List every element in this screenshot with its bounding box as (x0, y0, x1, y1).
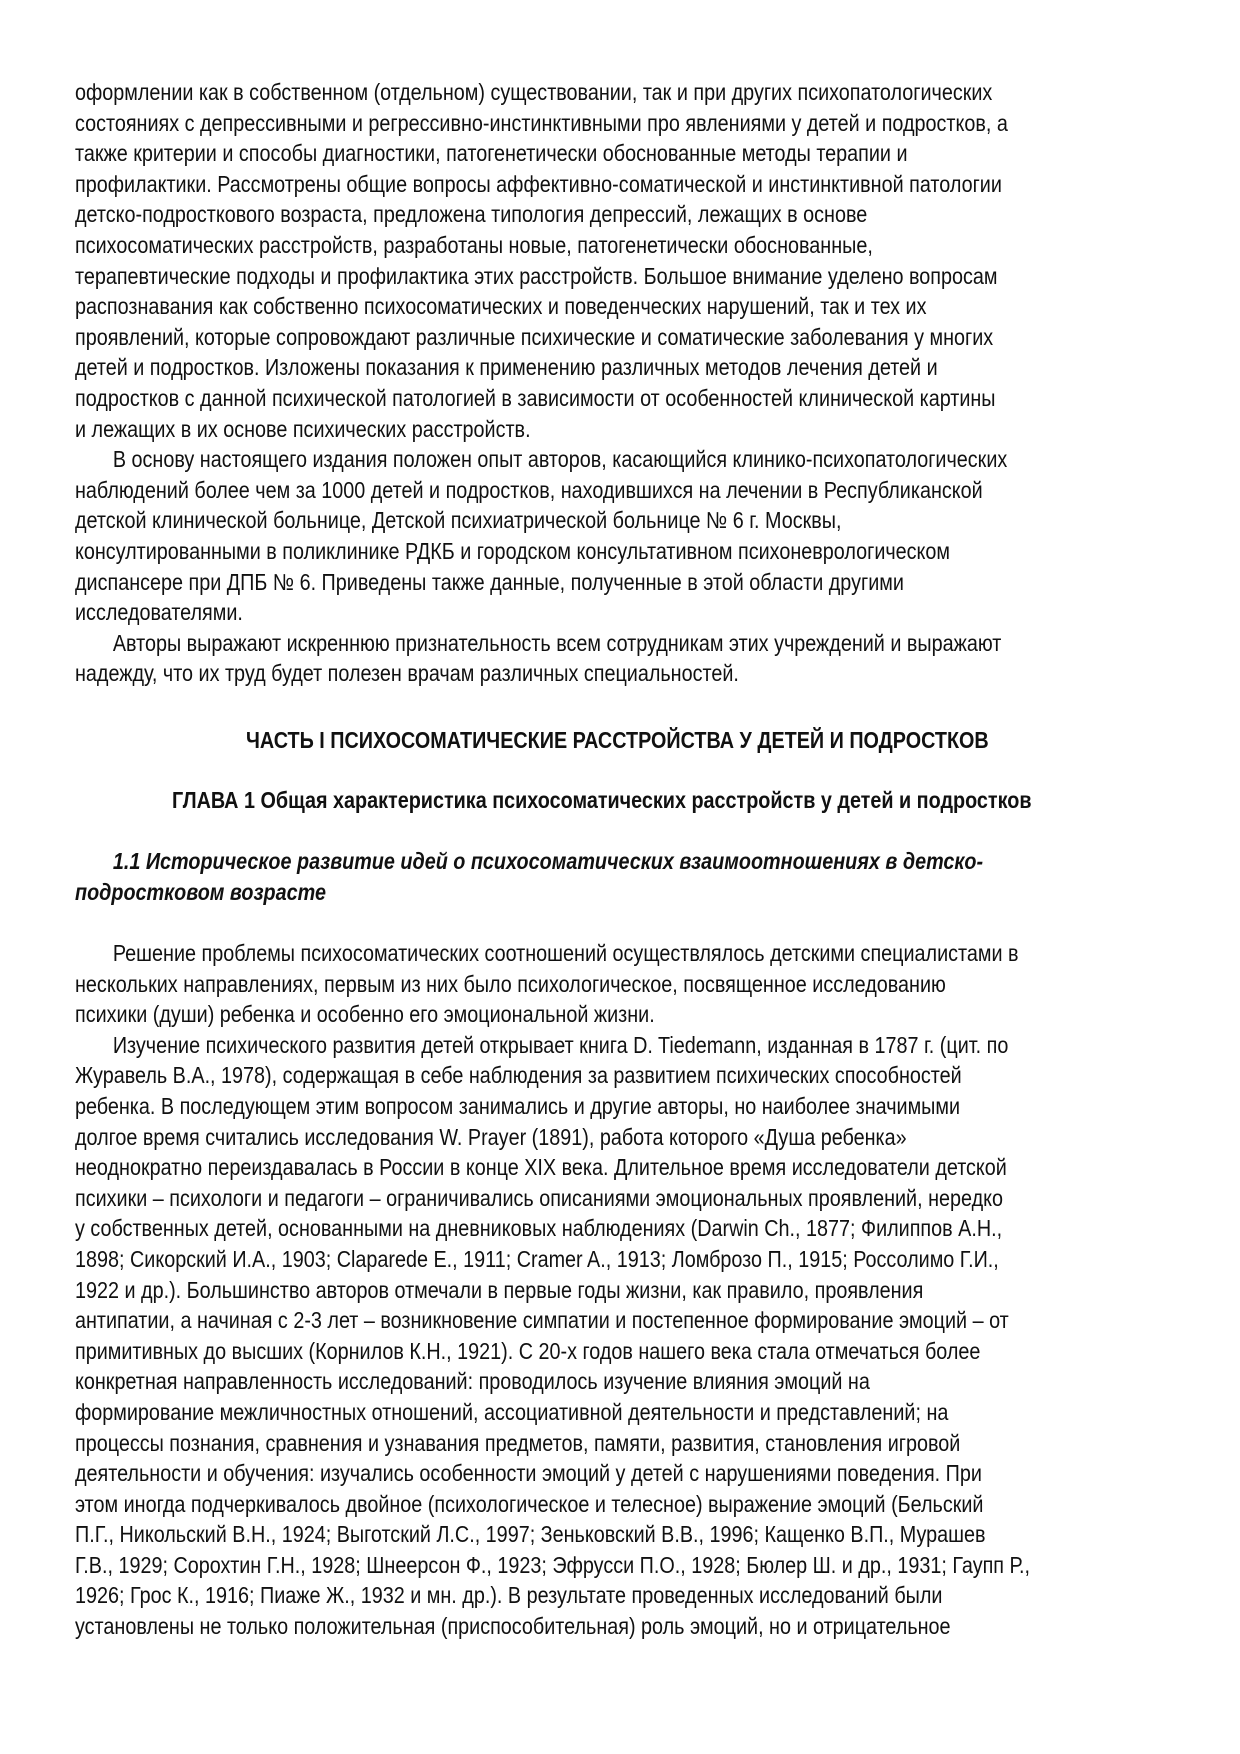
section-heading-line: 1.1 Историческое развитие идей о психосоматических взаимоотношениях в детско- (112, 848, 984, 874)
text-line: проявлений, которые сопровождают различные психические и соматические заболевания у многих (75, 323, 994, 350)
text-line: у собственных детей, основанными на дневниковых наблюдениях (Darwin Ch., 1877; Филиппов А.Н., (75, 1215, 1003, 1242)
paragraph (75, 77, 1167, 444)
text-line: диспансере при ДПБ № 6. Приведены также данные, полученные в этой области другими (75, 568, 904, 595)
text-line: консултированными в поликлинике РДКБ и городском консультативном психоневрологическом (75, 537, 951, 564)
paragraph (75, 938, 1167, 1030)
text-line: долгое время считались исследования W. Prayer (1891), работа которого «Душа ребенка» (75, 1123, 907, 1150)
text-line: неоднократно переиздавалась в России в конце XIX века. Длительное время исследователи детской (75, 1154, 1007, 1181)
text-line: Авторы выражают искреннюю признательность всем сотрудникам этих учреждений и выражают (112, 629, 1002, 656)
text-line: деятельности и обучения: изучались особенности эмоций у детей с нарушениями поведения. При (75, 1460, 982, 1487)
chapter-heading: ГЛАВА 1 Общая характеристика психосоматических расстройств у детей и подростков (172, 787, 1032, 813)
text-line: нескольких направлениях, первым из них было психологическое, посвященное исследованию (75, 970, 946, 997)
text-line: антипатии, а начиная с 2-3 лет – возникновение симпатии и постепенное формирование эмоций – от (75, 1307, 1009, 1334)
text-line: подростков с данной психической патологией в зависимости от особенностей клинической картины (75, 384, 996, 411)
section-heading-line: подростковом возрасте (75, 878, 326, 905)
text-line: установлены не только положительная (приспособительная) роль эмоций, но и отрицательное (75, 1613, 951, 1640)
text-line: конкретная направленность исследований: проводилось изучение влияния эмоций на (75, 1368, 870, 1395)
text-line: терапевтические подходы и профилактика этих расстройств. Большое внимание уделено вопросам (75, 262, 998, 289)
paragraph (75, 628, 1167, 689)
text-line: исследователями. (75, 599, 243, 626)
text-line: психики (души) ребенка и особенно его эмоциональной жизни. (75, 1001, 655, 1028)
text-line: состояниях с депрессивными и регрессивно-инстинктивными про явлениями у детей и подростков, а (75, 109, 1008, 136)
text-line: надежду, что их труд будет полезен врачам различных специальностей. (75, 660, 739, 687)
text-line: детско-подросткового возраста, предложена типология депрессий, лежащих в основе (75, 201, 868, 228)
body-text (75, 938, 1167, 1642)
text-line: примитивных до высших (Корнилов К.Н., 1921). С 20-х годов нашего века стала отмечаться более (75, 1337, 981, 1364)
paragraph (75, 444, 1167, 628)
text-line: Г.В., 1929; Сорохтин Г.Н., 1928; Шнеерсон Ф., 1923; Эфрусси П.О., 1928; Бюлер Ш. и др., 1931; Гаупп Р., (75, 1551, 1030, 1578)
text-line: наблюдений более чем за 1000 детей и подростков, находившихся на лечении в Республиканской (75, 476, 983, 503)
text-line: Решение проблемы психосоматических соотношений осуществлялось детскими специалистами в (112, 940, 1019, 966)
text-line: также критерии и способы диагностики, патогенетически обоснованные методы терапии и (75, 140, 908, 167)
text-line: детской клинической больнице, Детской психиатрической больнице № 6 г. Москвы, (75, 507, 842, 534)
text-line: и лежащих в их основе психических расстройств. (75, 415, 531, 442)
text-line: процессы познания, сравнения и узнавания предметов, памяти, развития, становления игровой (75, 1429, 961, 1456)
text-line: 1898; Сикорский И.А., 1903; Claparede E., 1911; Cramer A., 1913; Ломброзо П., 1915; Россолимо Г.И., (75, 1245, 999, 1272)
part-heading: ЧАСТЬ I ПСИХОСОМАТИЧЕСКИЕ РАССТРОЙСТВА У ДЕТЕЙ И ПОДРОСТКОВ (246, 727, 989, 753)
section-heading (75, 846, 1167, 907)
text-line: распознавания как собственно психосоматических и поведенческих нарушений, так и тех их (75, 293, 927, 320)
text-line: формирование межличностных отношений, ассоциативной деятельности и представлений; на (75, 1398, 949, 1425)
text-line: этом иногда подчеркивалось двойное (психологическое и телесное) выражение эмоций (Бельский (75, 1490, 984, 1517)
text-line: оформлении как в собственном (отдельном) существовании, так и при других психопатологических (75, 79, 993, 105)
text-line: Журавель В.А., 1978), содержащая в себе наблюдения за развитием психических способностей (75, 1062, 962, 1089)
text-line: 1926; Грос К., 1916; Пиаже Ж., 1932 и мн. др.). В результате проведенных исследований были (75, 1582, 943, 1609)
text-line: П.Г., Никольский В.Н., 1924; Выготский Л.С., 1997; Зеньковский В.В., 1996; Кащенко В.П., Мурашев (75, 1521, 986, 1548)
text-line: психосоматических расстройств, разработаны новые, патогенетически обоснованные, (75, 231, 873, 258)
text-line: Изучение психического развития детей открывает книга D. Tiedemann, изданная в 1787 г. (цит. по (112, 1031, 1009, 1058)
intro-text (75, 77, 1167, 689)
text-line: профилактики. Рассмотрены общие вопросы аффективно-соматической и инстинктивной патологии (75, 170, 1002, 197)
text-line: ребенка. В последующем этим вопросом занимались и другие авторы, но наиболее значимыми (75, 1092, 961, 1119)
text-line: психики – психологи и педагоги – ограничивались описаниями эмоциональных проявлений, нередко (75, 1184, 1003, 1211)
text-line: 1922 и др.). Большинство авторов отмечали в первые годы жизни, как правило, проявления (75, 1276, 924, 1303)
text-line: В основу настоящего издания положен опыт авторов, касающийся клинико-психопатологических (112, 446, 1008, 473)
paragraph (75, 1030, 1167, 1642)
text-line: детей и подростков. Изложены показания к применению различных методов лечения детей и (75, 354, 938, 381)
